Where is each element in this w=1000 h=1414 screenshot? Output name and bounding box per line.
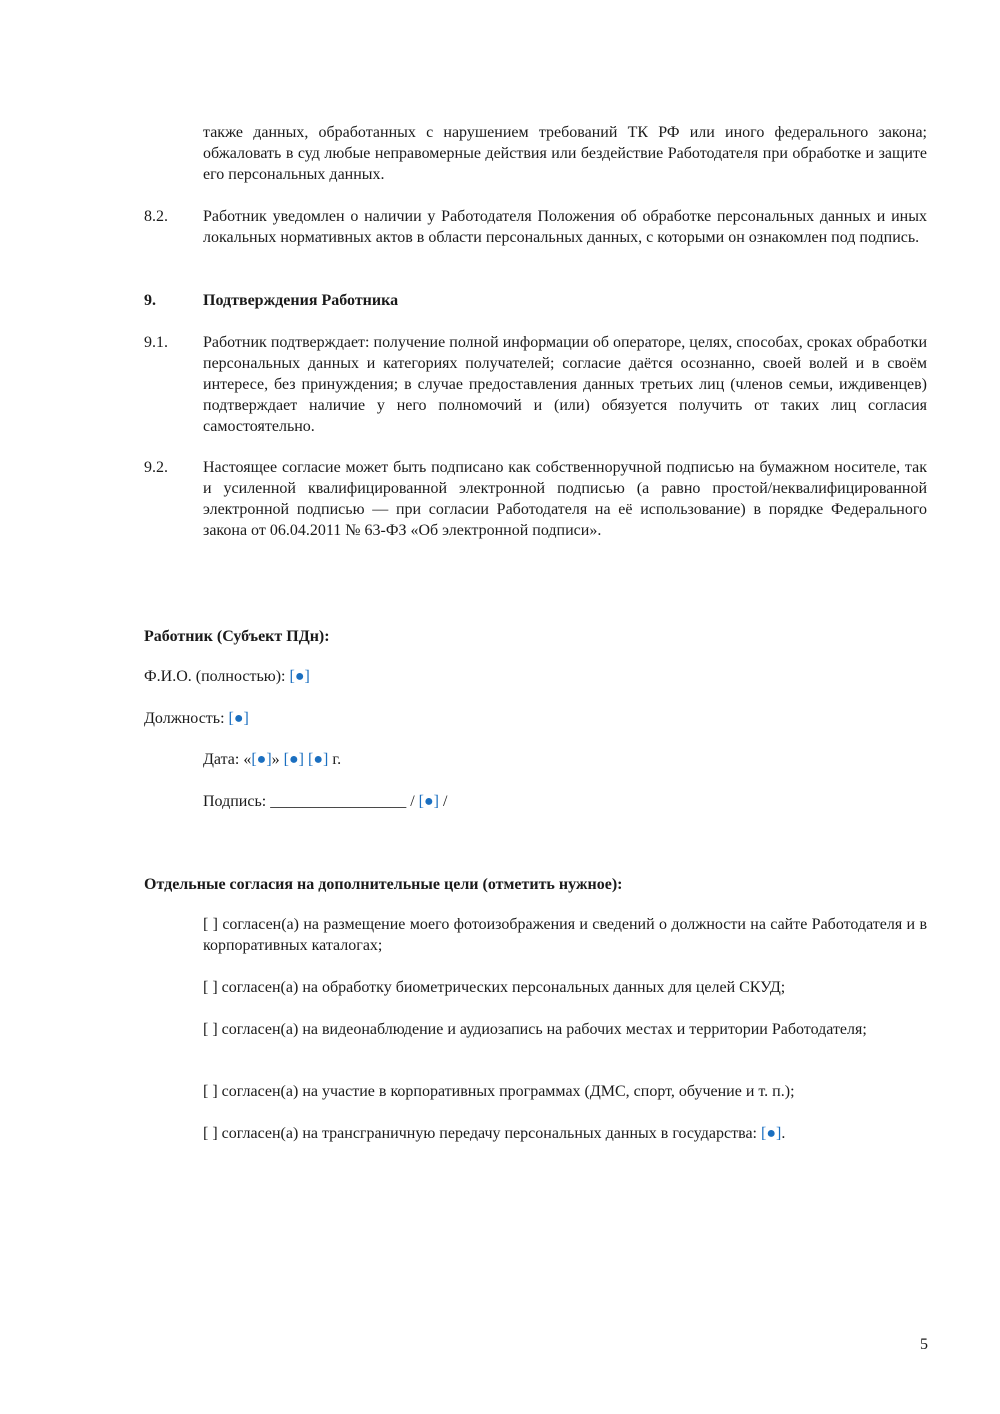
position-line [144, 708, 249, 729]
item-9-1-number: 9.1. [144, 334, 168, 351]
date-quote-close: » [271, 751, 284, 768]
position-placeholder[interactable]: [●] [228, 710, 249, 727]
fio-placeholder[interactable]: [●] [289, 668, 310, 685]
section-8-continuation: также данных, обработанных с нарушением требований ТК РФ или иного федерального закона; обжаловать в суд любые неправомерные действия или бездействие Работодателя при обработке и защите его персональных данных. [203, 124, 927, 183]
date-month-placeholder[interactable]: [●] [283, 751, 304, 768]
date-year-placeholder[interactable]: [●] [308, 751, 329, 768]
sign-end: / [438, 793, 448, 810]
signature-heading: Работник (Субъект ПДн): [144, 628, 330, 645]
section-9-number: 9. [144, 292, 156, 309]
consent-item-programs[interactable]: [ ] согласен(а) на участие в корпоративных программах (ДМС, спорт, обучение и т. п.); [203, 1083, 795, 1100]
fio-label: Ф.И.О. (полностью): [144, 668, 290, 685]
crossborder-placeholder[interactable]: [●] [761, 1125, 782, 1142]
crossborder-end: . [781, 1125, 786, 1142]
item-8-2-text: Работник уведомлен о наличии у Работодателя Положения об обработке персональных данных и иных локальных нормативных актов в области персональных данных, с которыми он ознакомлен под подпись. [203, 208, 927, 246]
fio-line [144, 666, 310, 687]
item-9-2-number: 9.2. [144, 459, 168, 476]
page-number: 5 [920, 1336, 928, 1353]
date-year-suffix: г. [328, 751, 342, 768]
consent-item-video[interactable]: [ ] согласен(а) на видеонаблюдение и аудиозапись на рабочих местах и территории Работодателя; [203, 1021, 867, 1038]
sign-line [203, 791, 447, 812]
item-8-2-number: 8.2. [144, 208, 168, 225]
item-9-1-text: Работник подтверждает: получение полной информации об операторе, целях, способах, сроках обработки персональных данных и категориях получателей; согласие даётся осознанно, своей волей и в своём интересе, без принуждения; в случае предоставления данных третьих лиц (членов семьи, иждивенцев) подтверждает наличие у него полномочий и (или) обязуется получить от таких лиц согласия самостоятельно. [203, 334, 927, 435]
consent-item-crossborder[interactable] [203, 1123, 927, 1144]
sign-label: Подпись: _________________ / [203, 793, 419, 810]
consents-heading: Отдельные согласия на дополнительные цели (отметить нужное): [144, 876, 623, 893]
item-9-2-text: Настоящее согласие может быть подписано как собственноручной подписью на бумажном носителе, так и усиленной квалифицированной электронной подписью (а равно простой/неквалифицированной электронной подписью — при согласии Работодателя на её использование) в порядке Федерального закона от 06.04.2011 № 63-ФЗ «Об электронной подписи». [203, 459, 927, 539]
date-line [203, 749, 341, 770]
sign-name-placeholder[interactable]: [●] [418, 793, 439, 810]
section-9-title: Подтверждения Работника [203, 292, 399, 309]
crossborder-text: [ ] согласен(а) на трансграничную передачу персональных данных в государства: [203, 1125, 761, 1142]
date-label: Дата: « [203, 751, 252, 768]
consent-item-photo[interactable]: [ ] согласен(а) на размещение моего фотоизображения и сведений о должности на сайте Работодателя и в корпоративных каталогах; [203, 916, 927, 954]
consent-item-biometric[interactable]: [ ] согласен(а) на обработку биометрических персональных данных для целей СКУД; [203, 979, 786, 996]
date-day-placeholder[interactable]: [●] [251, 751, 272, 768]
position-label: Должность: [144, 710, 229, 727]
